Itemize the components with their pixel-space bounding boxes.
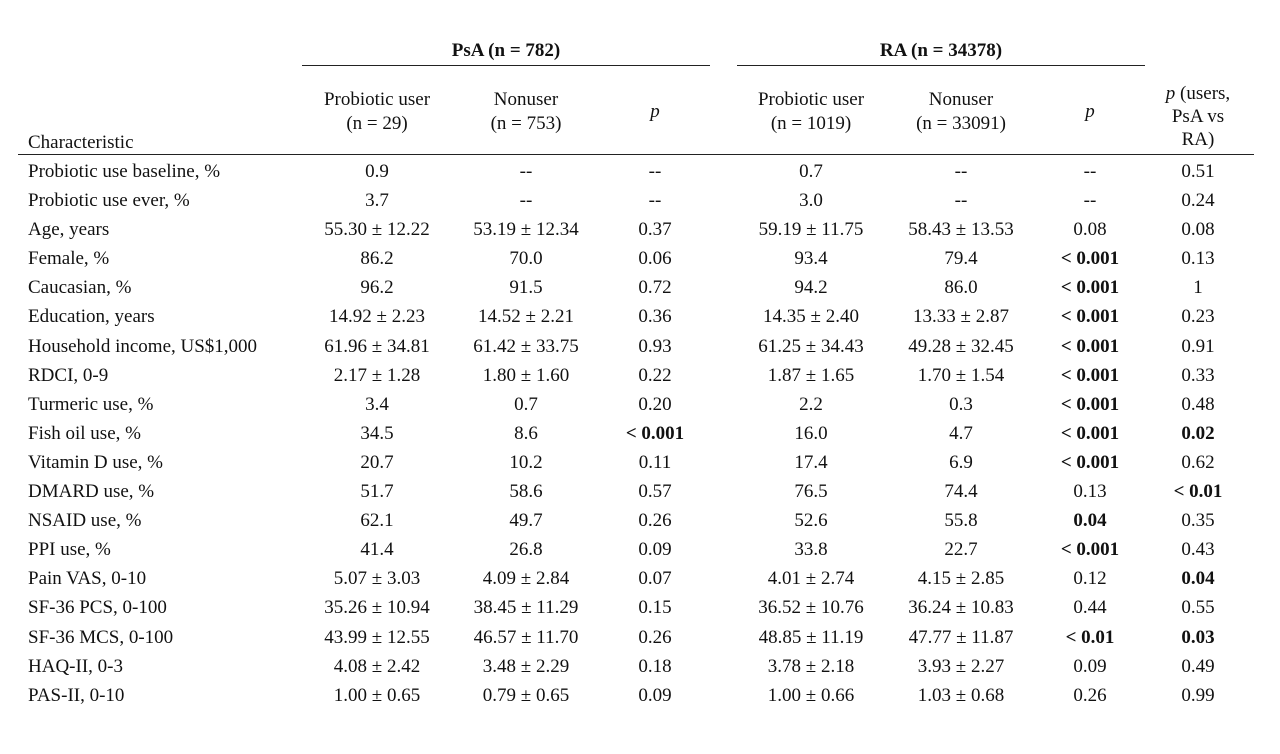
cell-cross-p: 0.33 (1181, 364, 1215, 386)
cell-cross-p: 0.51 (1181, 161, 1215, 182)
cell-psa-user: 14.92 ± 2.23 (329, 306, 425, 328)
cell-ra-p: 0.12 (1073, 568, 1107, 590)
cell-ra-user: 1.00 ± 0.66 (767, 684, 855, 706)
header-cross-p-line2: PsA vs (1171, 106, 1225, 127)
cell-cross-p: < 0.01 (1173, 481, 1223, 503)
cell-ra-p: 0.08 (1073, 219, 1107, 241)
cell-ra-user: 2.2 (799, 393, 823, 415)
cell-cross-p: 1 (1193, 277, 1203, 299)
header-psa-p: p (650, 101, 660, 122)
cell-psa-user: 3.7 (365, 190, 389, 212)
row-label: DMARD use, % (28, 481, 155, 503)
cell-ra-user: 3.0 (799, 190, 823, 212)
group-title-psa: PsA (n = 782) (451, 40, 561, 61)
cell-psa-p: 0.26 (638, 626, 672, 648)
cell-cross-p: 0.24 (1181, 190, 1215, 212)
row-label: Vitamin D use, % (28, 451, 164, 473)
table-row (0, 506, 1280, 535)
cell-psa-nonuser: 46.57 ± 11.70 (473, 626, 579, 648)
cell-ra-p: 0.04 (1073, 510, 1107, 532)
cell-psa-user: 2.17 ± 1.28 (333, 364, 421, 386)
cell-psa-nonuser: 49.7 (509, 510, 543, 532)
cell-ra-nonuser: 74.4 (944, 481, 978, 503)
cell-psa-p: 0.07 (638, 568, 672, 590)
cell-psa-nonuser: 8.6 (514, 422, 538, 444)
cell-psa-nonuser: 4.09 ± 2.84 (482, 568, 570, 590)
cell-ra-nonuser: 3.93 ± 2.27 (917, 655, 1005, 677)
cell-cross-p: 0.49 (1181, 655, 1215, 677)
table-row (0, 623, 1280, 652)
cell-ra-nonuser: 13.33 ± 2.87 (913, 306, 1009, 328)
header-psa-user-line2: (n = 29) (346, 113, 408, 134)
cell-ra-nonuser: 4.15 ± 2.85 (917, 568, 1005, 590)
row-label: HAQ-II, 0-3 (28, 655, 123, 677)
row-label: SF-36 PCS, 0-100 (28, 597, 167, 619)
cell-psa-p: 0.11 (638, 451, 672, 473)
table-row (0, 302, 1280, 331)
cell-cross-p: 0.43 (1181, 539, 1215, 561)
cell-ra-nonuser: 58.43 ± 13.53 (908, 219, 1014, 241)
row-label: Education, years (28, 306, 155, 328)
cell-ra-nonuser: 1.70 ± 1.54 (917, 364, 1005, 386)
header-psa-nonuser-line1: Nonuser (493, 89, 559, 110)
cell-psa-p: 0.72 (638, 277, 672, 299)
cell-ra-p: 0.09 (1073, 655, 1107, 677)
cell-psa-p: 0.93 (638, 335, 672, 357)
cell-psa-user: 20.7 (360, 451, 394, 473)
cell-ra-nonuser: 47.77 ± 11.87 (908, 626, 1014, 648)
cell-ra-p: < 0.001 (1060, 277, 1120, 299)
cell-ra-p: 0.13 (1073, 481, 1107, 503)
group-title-ra: RA (n = 34378) (879, 40, 1003, 61)
cell-cross-p: 0.02 (1181, 422, 1215, 444)
row-label: PAS-II, 0-10 (28, 684, 125, 706)
cell-ra-nonuser: 1.03 ± 0.68 (917, 684, 1005, 706)
table-row (0, 652, 1280, 681)
cell-psa-p: 0.57 (638, 481, 672, 503)
cell-ra-p: < 0.001 (1060, 393, 1120, 415)
header-psa-nonuser (450, 88, 602, 136)
header-psa-nonuser-line2: (n = 753) (490, 113, 562, 134)
cell-psa-user: 43.99 ± 12.55 (324, 626, 430, 648)
row-label: Probiotic use ever, % (28, 190, 190, 212)
row-label: Probiotic use baseline, % (28, 161, 221, 182)
cell-ra-p: < 0.001 (1060, 451, 1120, 473)
cell-psa-nonuser: 3.48 ± 2.29 (482, 655, 570, 677)
cell-psa-p: 0.09 (638, 539, 672, 561)
cell-ra-nonuser: 0.3 (949, 393, 973, 415)
cell-psa-user: 35.26 ± 10.94 (324, 597, 430, 619)
cell-cross-p: 0.04 (1181, 568, 1215, 590)
row-label: SF-36 MCS, 0-100 (28, 626, 174, 648)
cell-psa-nonuser: -- (519, 190, 533, 212)
row-label: Female, % (28, 248, 110, 270)
table-body (0, 157, 1280, 710)
cell-cross-p: 0.91 (1181, 335, 1215, 357)
cell-psa-nonuser: 1.80 ± 1.60 (482, 364, 570, 386)
cell-ra-nonuser: 79.4 (944, 248, 978, 270)
cell-ra-p: < 0.001 (1060, 539, 1120, 561)
cell-psa-p: 0.18 (638, 655, 672, 677)
cell-psa-p: 0.20 (638, 393, 672, 415)
table-row (0, 215, 1280, 244)
header-ra-nonuser-line1: Nonuser (928, 89, 994, 110)
cell-ra-user: 1.87 ± 1.65 (767, 364, 855, 386)
cell-psa-user: 34.5 (360, 422, 394, 444)
header-rule (18, 154, 1254, 155)
cell-psa-nonuser: 0.7 (514, 393, 538, 415)
cell-ra-nonuser: 86.0 (944, 277, 978, 299)
cell-ra-p: < 0.001 (1060, 306, 1120, 328)
cell-ra-user: 0.7 (799, 161, 823, 182)
cell-psa-p: 0.15 (638, 597, 672, 619)
cell-ra-user: 36.52 ± 10.76 (758, 597, 864, 619)
header-psa-user (301, 88, 453, 136)
header-psa-user-line1: Probiotic user (323, 89, 431, 110)
cell-ra-p: 0.26 (1073, 684, 1107, 706)
cell-ra-user: 93.4 (794, 248, 828, 270)
cell-psa-p: 0.06 (638, 248, 672, 270)
cell-ra-user: 14.35 ± 2.40 (763, 306, 859, 328)
cell-cross-p: 0.55 (1181, 597, 1215, 619)
cell-cross-p: 0.62 (1181, 451, 1215, 473)
row-label: Turmeric use, % (28, 393, 154, 415)
header-ra-p: p (1085, 101, 1095, 122)
header-cross-p-symbol: p (1165, 83, 1176, 104)
table-row (0, 157, 1280, 186)
cell-ra-nonuser: 6.9 (949, 451, 973, 473)
header-characteristic: Characteristic (28, 132, 134, 153)
cell-cross-p: 0.03 (1181, 626, 1215, 648)
cell-psa-nonuser: 26.8 (509, 539, 543, 561)
cell-psa-p: -- (648, 161, 662, 182)
cell-psa-nonuser: 0.79 ± 0.65 (482, 684, 570, 706)
table-row (0, 593, 1280, 622)
cell-psa-user: 4.08 ± 2.42 (333, 655, 421, 677)
cell-psa-user: 0.9 (365, 161, 389, 182)
cell-cross-p: 0.35 (1181, 510, 1215, 532)
table-row (0, 477, 1280, 506)
cell-ra-user: 94.2 (794, 277, 828, 299)
cell-ra-nonuser: -- (954, 161, 968, 182)
row-label: PPI use, % (28, 539, 111, 561)
cell-ra-p: < 0.01 (1065, 626, 1115, 648)
cell-ra-p: -- (1083, 190, 1097, 212)
cell-cross-p: 0.23 (1181, 306, 1215, 328)
table-row (0, 332, 1280, 361)
table-row (0, 186, 1280, 215)
table-row (0, 390, 1280, 419)
cell-psa-nonuser: 58.6 (509, 481, 543, 503)
cell-psa-user: 3.4 (365, 393, 389, 415)
cell-psa-nonuser: 91.5 (509, 277, 543, 299)
cell-ra-p: -- (1083, 161, 1097, 182)
table-row (0, 681, 1280, 710)
cell-ra-user: 33.8 (794, 539, 828, 561)
cell-cross-p: 0.99 (1181, 684, 1215, 706)
header-ra-nonuser (885, 88, 1037, 136)
cell-ra-nonuser: 22.7 (944, 539, 978, 561)
cell-ra-user: 52.6 (794, 510, 828, 532)
row-label: Fish oil use, % (28, 422, 141, 444)
table-row (0, 361, 1280, 390)
cell-psa-p: 0.22 (638, 364, 672, 386)
row-label: Pain VAS, 0-10 (28, 568, 147, 590)
cell-psa-nonuser: 53.19 ± 12.34 (473, 219, 579, 241)
cell-cross-p: 0.08 (1181, 219, 1215, 241)
cell-psa-p: 0.26 (638, 510, 672, 532)
group-underline-ra (737, 65, 1145, 66)
cell-psa-nonuser: -- (519, 161, 533, 182)
row-label: NSAID use, % (28, 510, 142, 532)
cell-ra-user: 59.19 ± 11.75 (758, 219, 864, 241)
header-cross-p (1140, 82, 1256, 151)
cell-psa-nonuser: 10.2 (509, 451, 543, 473)
cell-psa-nonuser: 70.0 (509, 248, 543, 270)
header-cross-p-line3: RA) (1181, 129, 1215, 150)
cell-psa-user: 41.4 (360, 539, 394, 561)
cell-psa-user: 55.30 ± 12.22 (324, 219, 430, 241)
table-row (0, 244, 1280, 273)
cell-psa-nonuser: 38.45 ± 11.29 (473, 597, 579, 619)
cell-cross-p: 0.48 (1181, 393, 1215, 415)
cell-ra-p: < 0.001 (1060, 422, 1120, 444)
header-ra-user (735, 88, 887, 136)
cell-ra-p: < 0.001 (1060, 335, 1120, 357)
cell-ra-nonuser: 55.8 (944, 510, 978, 532)
header-cross-p-line1-rest: (users, (1175, 83, 1231, 104)
cell-psa-user: 1.00 ± 0.65 (333, 684, 421, 706)
cell-ra-user: 17.4 (794, 451, 828, 473)
cell-ra-user: 3.78 ± 2.18 (767, 655, 855, 677)
cell-psa-nonuser: 61.42 ± 33.75 (473, 335, 579, 357)
cell-ra-nonuser: 49.28 ± 32.45 (908, 335, 1014, 357)
header-cross-p-line1 (1140, 82, 1256, 105)
cell-psa-user: 62.1 (360, 510, 394, 532)
table-row (0, 448, 1280, 477)
cell-psa-user: 86.2 (360, 248, 394, 270)
cell-ra-nonuser: 36.24 ± 10.83 (908, 597, 1014, 619)
cell-psa-user: 51.7 (360, 481, 394, 503)
cell-ra-user: 61.25 ± 34.43 (758, 335, 864, 357)
cell-ra-p: 0.44 (1073, 597, 1107, 619)
row-label: Caucasian, % (28, 277, 132, 299)
cell-ra-nonuser: -- (954, 190, 968, 212)
cell-ra-p: < 0.001 (1060, 364, 1120, 386)
cell-ra-user: 48.85 ± 11.19 (758, 626, 864, 648)
header-ra-nonuser-line2: (n = 33091) (916, 113, 1006, 134)
cell-ra-user: 76.5 (794, 481, 828, 503)
cell-ra-user: 4.01 ± 2.74 (767, 568, 855, 590)
row-label: Household income, US$1,000 (28, 335, 258, 357)
table-row (0, 535, 1280, 564)
header-ra-user-line2: (n = 1019) (770, 113, 852, 134)
table-row (0, 419, 1280, 448)
cell-ra-p: < 0.001 (1060, 248, 1120, 270)
cell-ra-nonuser: 4.7 (949, 422, 973, 444)
cell-psa-p: < 0.001 (625, 422, 685, 444)
cell-psa-nonuser: 14.52 ± 2.21 (478, 306, 574, 328)
row-label: RDCI, 0-9 (28, 364, 109, 386)
cell-ra-user: 16.0 (794, 422, 828, 444)
cell-psa-user: 96.2 (360, 277, 394, 299)
cell-psa-p: 0.36 (638, 306, 672, 328)
group-underline-psa (302, 65, 710, 66)
cell-psa-user: 61.96 ± 34.81 (324, 335, 430, 357)
table-row (0, 273, 1280, 302)
cell-cross-p: 0.13 (1181, 248, 1215, 270)
row-label: Age, years (28, 219, 110, 241)
table-row (0, 564, 1280, 593)
cell-psa-p: 0.37 (638, 219, 672, 241)
header-ra-user-line1: Probiotic user (757, 89, 865, 110)
cell-psa-p: -- (648, 190, 662, 212)
cell-psa-p: 0.09 (638, 684, 672, 706)
cell-psa-user: 5.07 ± 3.03 (333, 568, 421, 590)
